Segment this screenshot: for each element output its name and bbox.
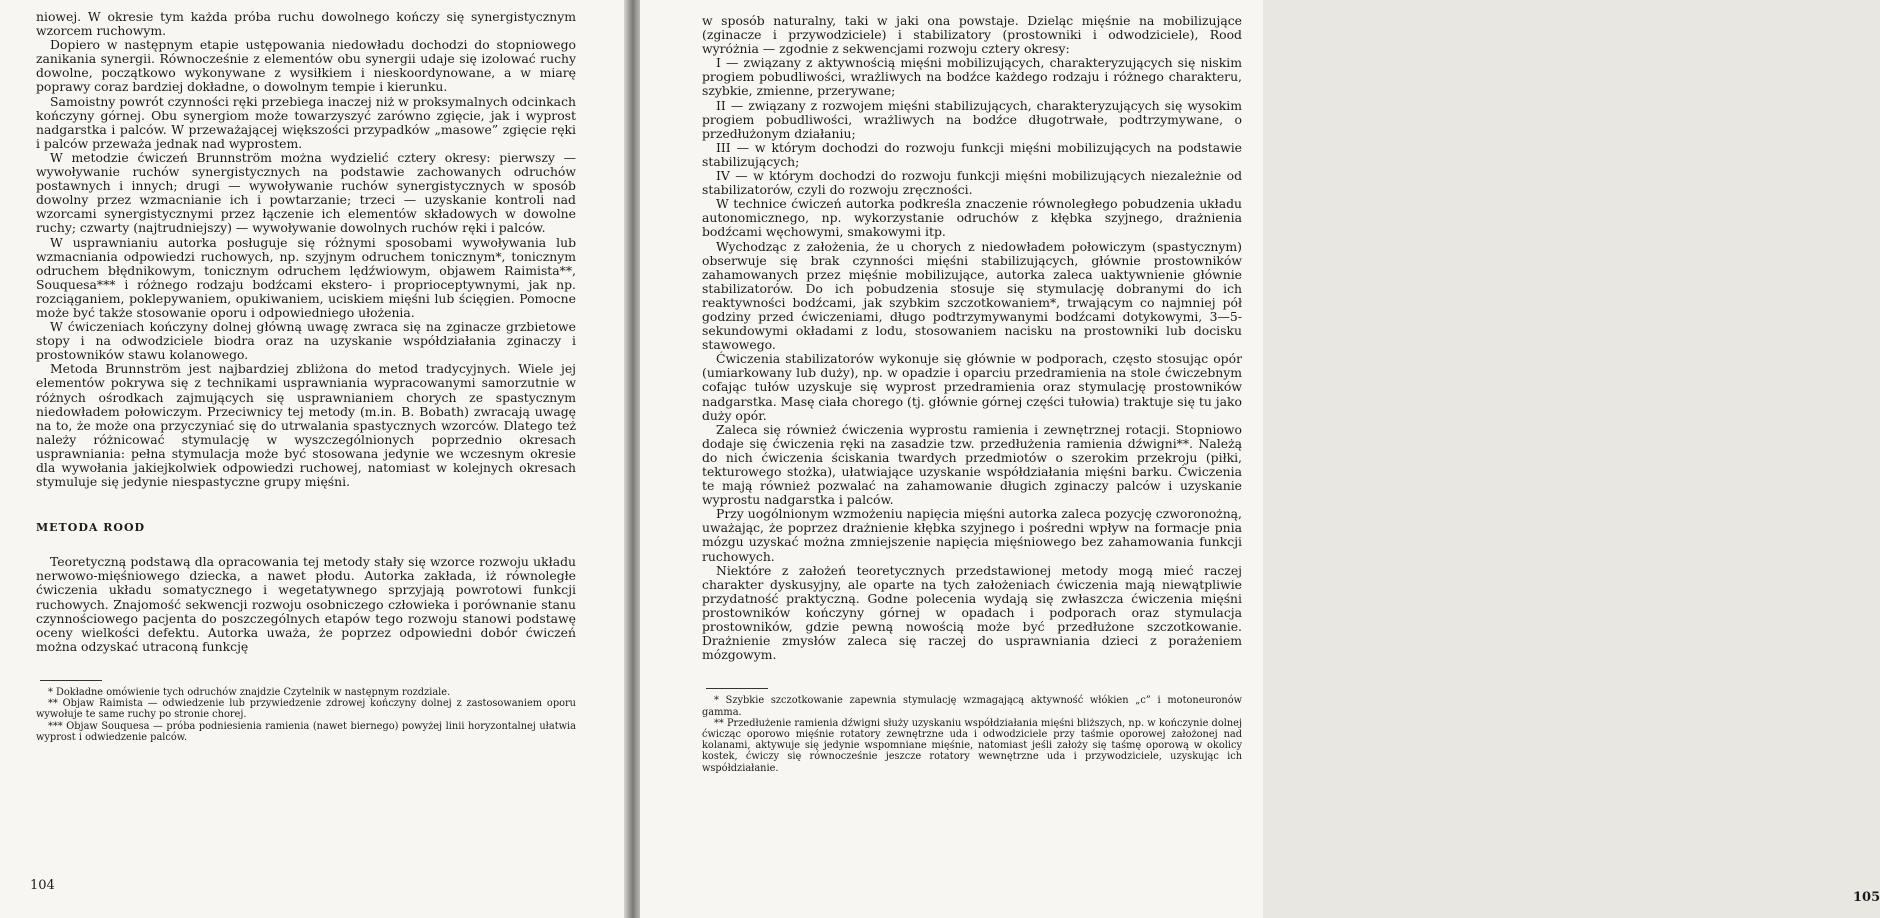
- right-paragraph-7: Wychodząc z założenia, że u chorych z niedowładem połowiczym (spastycznym) obserwuje się brak czynności mięśni stabilizujących, głównie prostowników zahamowanych przez mięśnie mobilizujące, autorka zaleca uaktywnienie głównie stabilizatorów. Do ich pobudzenia stosuje się stymulację dobranymi do ich reaktywności bodźcami, jak szybkim szczotkowaniem*, trwającym co najmniej pół godziny przed ćwiczeniami, długo podtrzymywanymi bodźcami dotykowymi, 3—5-sekundowymi okładami z lodu, stosowaniem nacisku na prostowniki lub docisku stawowego.: [702, 238, 1242, 353]
- left-paragraph-3: Samoistny powrót czynności ręki przebiega inaczej niż w proksymalnych odcinkach kończyny górnej. Obu synergiom może towarzyszyć zarówno zgięcie, jak i wyprost nadgarstka i palców. W przeważającej większości przypadków „masowe” zgięcie ręki i palców przeważa jednak nad wyprostem.: [36, 93, 576, 151]
- page-number-left: 104: [30, 878, 55, 893]
- page-number-right: 105: [1853, 890, 1880, 905]
- left-paragraph-4: W metodzie ćwiczeń Brunnström można wydzielić cztery okresy: pierwszy — wywoływanie ruchów synergistycznych na podstawie zachowanych odruchów postawnych i innych; drugi — wywoływanie ruchów synergistycznych w sposób dowolny przez wzmacnianie ich i powtarzanie; trzeci — uzyskanie kontroli nad wzorcami synergistycznymi przez łączenie ich elementów składowych w dowolne ruchy; czwarty (najtrudniejszy) — wywoływanie dowolnych ruchów ręki i palców.: [36, 149, 576, 236]
- left-paragraph-7: Metoda Brunnström jest najbardziej zbliżona do metod tradycyjnych. Wiele jej elementów pokrywa się z technikami usprawniania wypracowanymi samorzutnie w różnych ośrodkach zajmujących się usprawnianiem chorych ze spastycznym niedowładem połowiczym. Przeciwnicy tej metody (m.in. B. Bobath) zwracają uwagę na to, że może ona przyczyniać się do utrwalania spastycznych wzorców. Dlatego też należy różnicować stymulację w wyszczególnionych poprzednio okresach usprawniania: pełna stymulacja może być stosowana jedynie we wczesnym okresie dla wywołania jakiejkolwiek odpowiedzi ruchowej, natomiast w kolejnych okresach stymuluje się jedynie niespastyczne grupy mięśni.: [36, 361, 576, 490]
- right-footnote-2: ** Przedłużenie ramienia dźwigni służy uzyskaniu współdziałania mięśni bliższych, np. w kończynie dolnej ćwicząc oporowo mięśnie rotatory zewnętrzne uda i odwodziciele przy taśmie oporowej założonej nad kolanami, aktywuje się jedynie wspomniane mięśnie, natomiast jeśli założy się taśmę oporową w okolicy kostek, ćwiczy się równocześnie jeszcze rotatory wewnętrzne uda i przywodziciele, uzyskując ich współdziałanie.: [702, 717, 1242, 774]
- left-paragraph-rood: Teoretyczną podstawą dla opracowania tej metody stały się wzorce rozwoju układu nerwowo-mięśniowego dziecka, a nawet płodu. Autorka zakłada, iż równoległe ćwiczenia układu somatycznego i wegetatywnego sprzyjają powrotowi funkcji ruchowych. Znajomość sekwencji rozwoju osobniczego człowieka i porównanie stanu czynnościowego pacjenta do poszczególnych etapów tego rozwoju stanowi podstawę oceny wielkości defektu. Autorka uważa, że poprzez odpowiedni dobór ćwiczeń można odzyskać utraconą funkcję: [36, 554, 576, 654]
- right-paragraph-8: Ćwiczenia stabilizatorów wykonuje się głównie w podporach, często stosując opór (umiarkowany lub duży), np. w opadzie i oparciu przedramienia na stole ćwiczebnym cofając tułów uzyskuje się wyprost przedramienia oraz stymulację prostowników nadgarstka. Masę ciała chorego (tj. głównie górnej części tułowia) traktuje się tu jako duży opór.: [702, 351, 1242, 423]
- left-footnote-1: * Dokładne omówienie tych odruchów znajdzie Czytelnik w następnym rozdziale.: [48, 686, 451, 698]
- right-paragraph-6: W technice ćwiczeń autorka podkreśla znaczenie równoległego pobudzenia układu autonomicznego, np. wykorzystanie odruchów z kłębka szyjnego, drażnienia bodźcami węchowymi, smakowymi itp.: [702, 196, 1242, 240]
- footnote-divider: [40, 680, 102, 681]
- right-page: [640, 0, 1880, 918]
- right-paragraph-2: I — związany z aktywnością mięśni mobilizujących, charakteryzujących się niskim progiem pobudliwości, wrażliwych na bodźce każdego rodzaju i różnego charakteru, szybkie, zmienne, przerywane;: [702, 55, 1242, 99]
- left-paragraph-1: niowej. W okresie tym każda próba ruchu dowolnego kończy się synergistycznym wzorcem ruchowym.: [36, 9, 576, 39]
- left-footnote-3: *** Objaw Souquesa — próba podniesienia ramienia (nawet biernego) powyżej linii horyzontalnej ułatwia wyprost i odwiedzenie palców.: [36, 720, 576, 743]
- left-page: [0, 0, 628, 918]
- section-heading-rood: METODA ROOD: [36, 521, 146, 535]
- right-paragraph-11: Niektóre z założeń teoretycznych przedstawionej metody mogą mieć raczej charakter dyskusyjny, ale oparte na tych założeniach ćwiczenia mają niewątpliwie przydatność praktyczną. Godne polecenia wydają się zwłaszcza ćwiczenia mięśni prostowników kończyny górnej w opadach i podporach oraz stymulacja prostowników, gdzie pewną nowością może być przedłużone szczotkowanie. Drażnienie zmysłów zaleca się raczej do usprawniania dzieci z porażeniem mózgowym.: [702, 562, 1242, 663]
- footnote-divider: [706, 688, 768, 689]
- right-paragraph-10: Przy uogólnionym wzmożeniu napięcia mięśni autorka zaleca pozycję czworonożną, uważając, że poprzez drażnienie kłębka szyjnego i pośredni wpływ na formacje pnia mózgu uzyskać można zmniejszenie napięcia mięśniowego bez zahamowania funkcji ruchowych.: [702, 506, 1242, 564]
- right-paragraph-1: w sposób naturalny, taki w jaki ona powstaje. Dzieląc mięśnie na mobilizujące (zginacze i przywodziciele) i stabilizatory (prostowniki i odwodziciele), Rood wyróżnia — zgodnie z sekwencjami rozwoju cztery okresy:: [702, 13, 1242, 57]
- left-text-column: [36, 10, 576, 743]
- left-paragraph-6: W ćwiczeniach kończyny dolnej główną uwagę zwraca się na zginacze grzbietowe stopy i na odwodziciele biodra oraz na uzyskanie współdziałania zginaczy i prostowników stawu kolanowego.: [36, 319, 576, 363]
- right-paragraph-4: III — w którym dochodzi do rozwoju funkcji mięśni mobilizujących na podstawie stabilizujących;: [702, 139, 1242, 169]
- left-footnote-2: ** Objaw Raimista — odwiedzenie lub przywiedzenie zdrowej kończyny dolnej z zastosowaniem oporu wywołuje te same ruchy po stronie chorej.: [36, 698, 576, 721]
- right-footnote-1: * Szybkie szczotkowanie zapewnia stymulację wzmagającą aktywność włókien „c” i motoneuronów gamma.: [702, 695, 1242, 718]
- right-text-column: [702, 14, 1242, 774]
- right-paragraph-9: Zaleca się również ćwiczenia wyprostu ramienia i zewnętrznej rotacji. Stopniowo dodaje się ćwiczenia ręki na zasadzie tzw. przedłużenia ramienia dźwigni**. Należą do nich ćwiczenia ściskania twardych przedmiotów o szerokim przekroju (piłki, tekturowego stożka), ułatwiające uzyskanie współdziałania mięśni barku. Ćwiczenia te mają również pozwalać na zahamowanie długich zginaczy palców i uzyskanie wyprostu nadgarstka i palców.: [702, 421, 1242, 508]
- left-paragraph-5: W usprawnianiu autorka posługuje się różnymi sposobami wywoływania lub wzmacniania odpowiedzi ruchowych, np. szyjnym odruchem tonicznym*, tonicznym odruchem błędnikowym, tonicznym odruchem lędźwiowym, objawem Raimista**, Souquesa*** i różnego rodzaju bodźcami ekstero- i proprioceptywnymi, jak np. rozciąganiem, poklepywaniem, opukiwaniem, uciskiem mięśni lub ścięgien. Pomocne może być także stosowanie oporu i odpowiedniego ułożenia.: [36, 234, 576, 320]
- right-paragraph-5: IV — w którym dochodzi do rozwoju funkcji mięśni mobilizujących niezależnie od stabilizatorów, czyli do rozwoju zręczności.: [702, 168, 1242, 198]
- right-paragraph-3: II — związany z rozwojem mięśni stabilizujących, charakteryzujących się wysokim progiem pobudliwości, wrażliwych na bodźce długotrwałe, podtrzymywane, o przedłużonym działaniu;: [702, 97, 1242, 141]
- left-paragraph-2: Dopiero w następnym etapie ustępowania niedowładu dochodzi do stopniowego zanikania synergii. Równocześnie z elementów obu synergii udaje się izolować ruchy dowolne, początkowo wykonywane z wysiłkiem i nieskoordynowane, a w miarę poprawy coraz bardziej dokładne, o dowolnym tempie i kierunku.: [36, 37, 576, 95]
